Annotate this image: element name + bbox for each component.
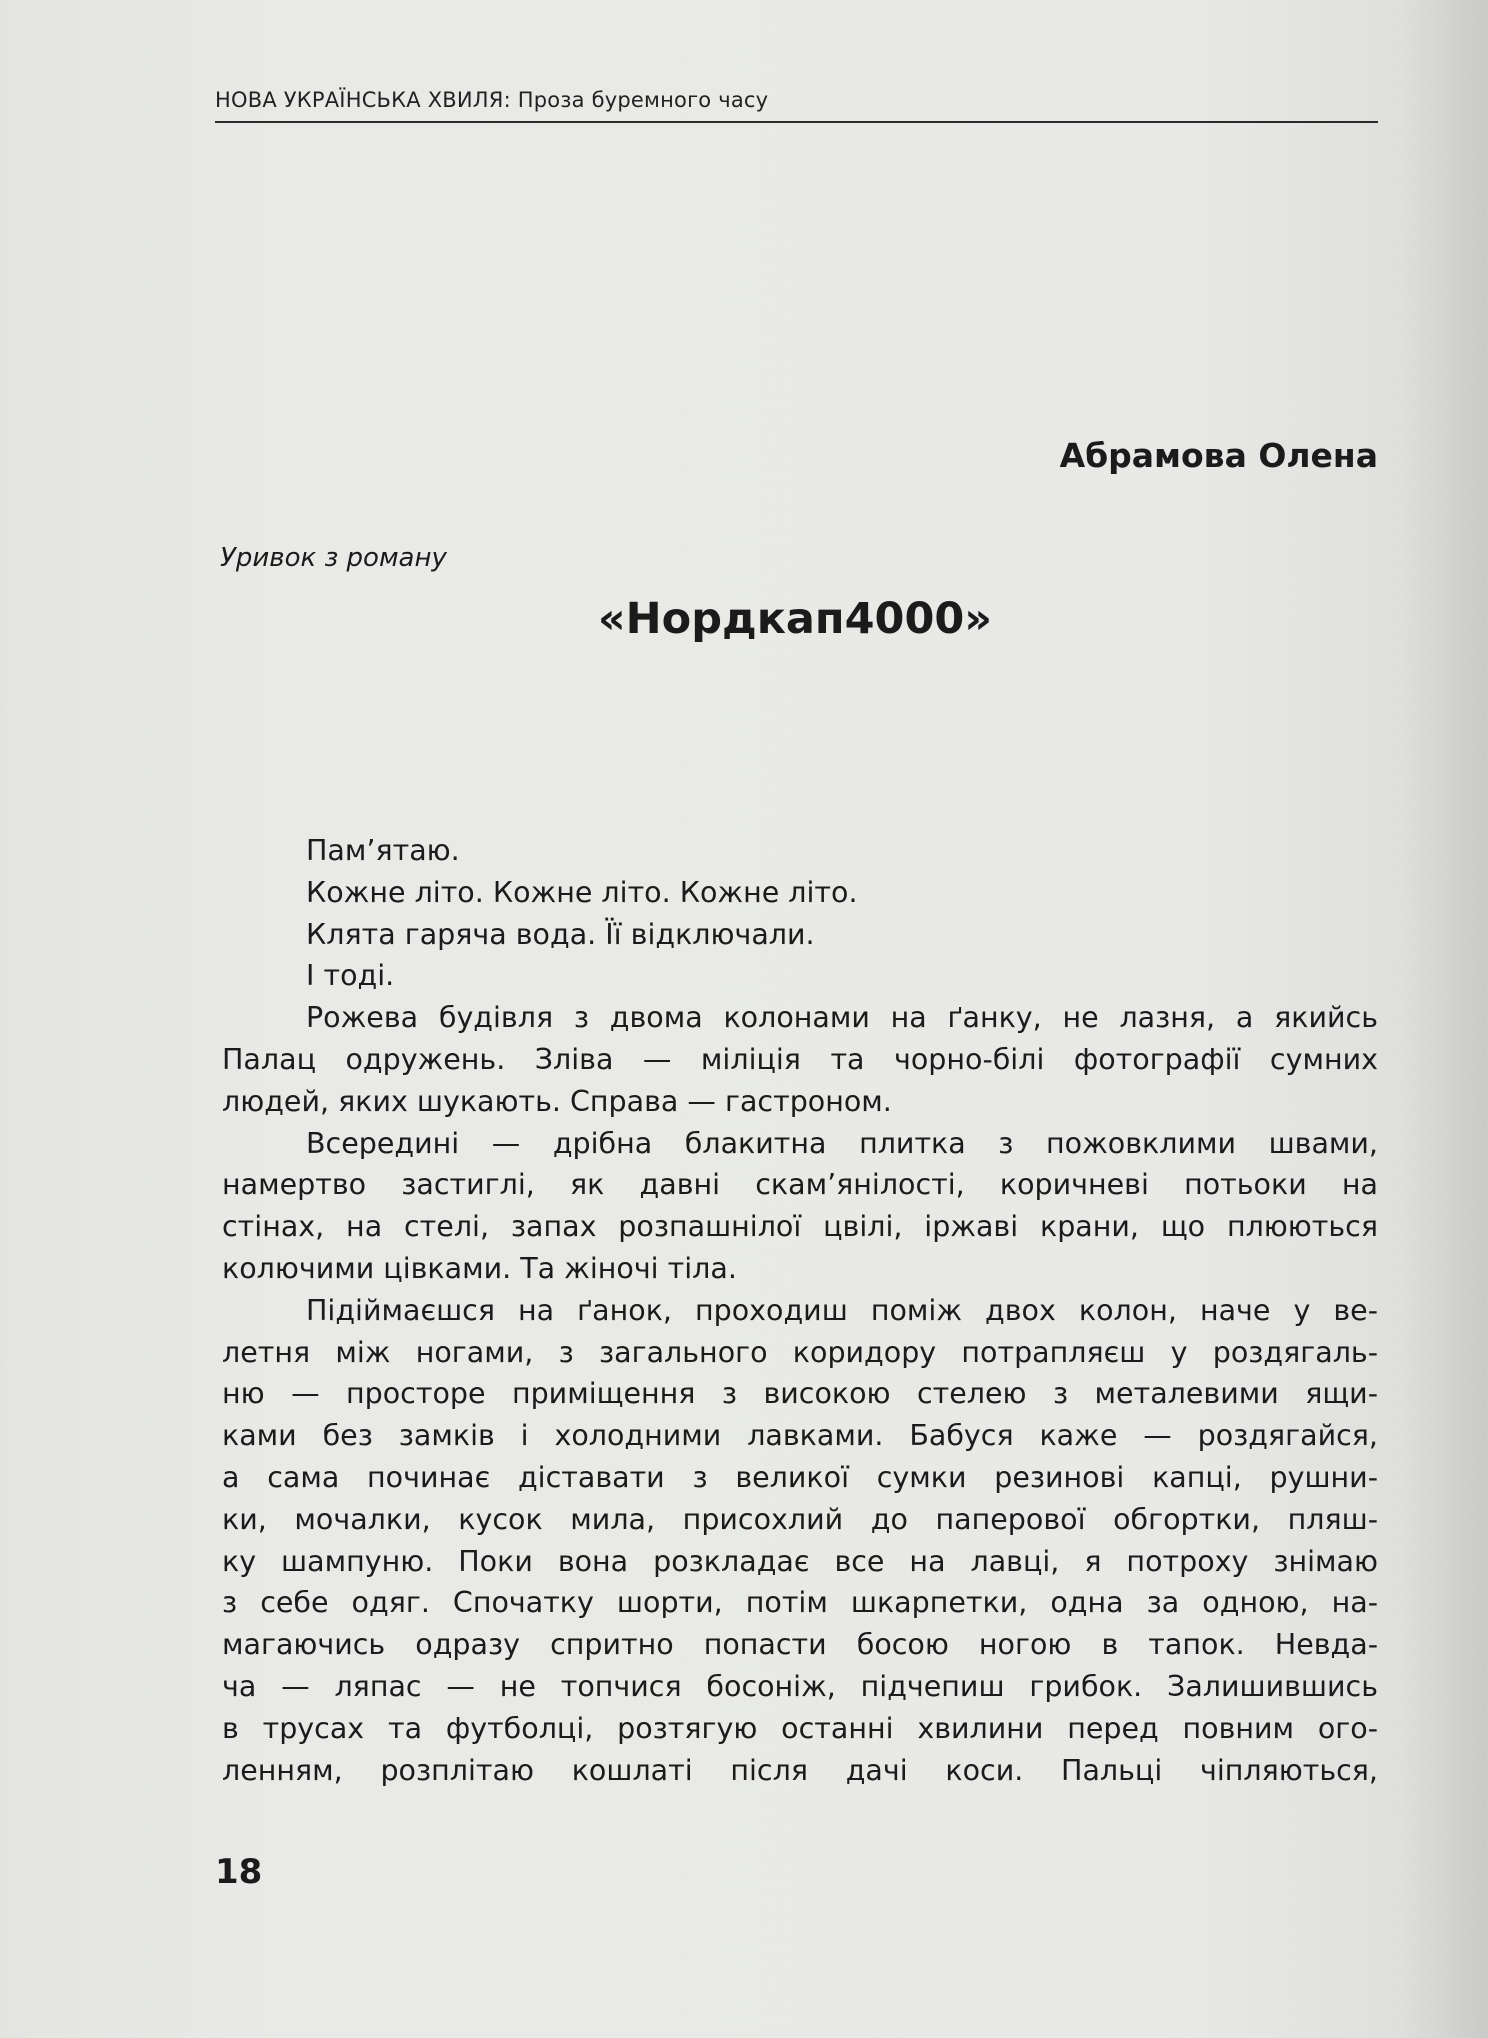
text-line: ку шампуню. Поки вона розкладає все на лавці, я потроху знімаю bbox=[222, 1544, 1378, 1578]
text-line: з себе одяг. Спочатку шорти, потім шкарпетки, одна за одною, на- bbox=[222, 1586, 1378, 1620]
author-name: Абрамова Олена bbox=[1059, 436, 1378, 475]
text-line: І тоді. bbox=[306, 959, 395, 993]
text-line: ки, мочалки, кусок мила, присохлий до паперової обгортки, пляш- bbox=[222, 1502, 1378, 1536]
text-line: намертво застиглі, як давні скам’янілості, коричневі потьоки на bbox=[222, 1168, 1378, 1202]
text-line: Палац одружень. Зліва — міліція та чорно-білі фотографії сумних bbox=[222, 1042, 1378, 1076]
text-line: ками без замків і холодними лавками. Бабуся каже — роздягайся, bbox=[222, 1419, 1378, 1453]
text-line: ленням, розплітаю кошлаті після дачі коси. Пальці чіпляються, bbox=[222, 1753, 1378, 1787]
text-line: Клята гаряча вода. Її відключали. bbox=[306, 917, 815, 951]
excerpt-label: Уривок з роману bbox=[220, 543, 447, 573]
text-line: летня між ногами, з загального коридору потрапляєш у роздягаль- bbox=[222, 1335, 1378, 1369]
work-title: «Нордкап4000» bbox=[597, 594, 993, 644]
text-line: Рожева будівля з двома колонами на ґанку, не лазня, а якийсь bbox=[306, 1001, 1378, 1035]
text-line: ча — ляпас — не топчися босоніж, підчепиш грибок. Залишившись bbox=[222, 1669, 1378, 1703]
header-rule bbox=[215, 121, 1378, 123]
text-line: колючими цівками. Та жіночі тіла. bbox=[222, 1251, 737, 1285]
text-line: стінах, на стелі, запах розпашнілої цвілі, іржаві крани, що плюються bbox=[222, 1210, 1378, 1244]
text-line: магаючись одразу спритно попасти босою ногою в тапок. Невда- bbox=[222, 1628, 1378, 1662]
running-header: НОВА УКРАЇНСЬКА ХВИЛЯ: Проза буремного часу bbox=[215, 88, 769, 112]
text-line: ню — просторе приміщення з високою стелею з металевими ящи- bbox=[222, 1377, 1378, 1411]
body-text bbox=[222, 830, 1378, 1791]
text-line: Пам’ятаю. bbox=[306, 834, 460, 867]
text-line: Кожне літо. Кожне літо. Кожне літо. bbox=[306, 875, 858, 909]
page-number: 18 bbox=[215, 1852, 263, 1892]
text-line: Підіймаєшся на ґанок, проходиш поміж двох колон, наче у ве- bbox=[306, 1293, 1378, 1327]
text-line: Всередині — дрібна блакитна плитка з пожовклими швами, bbox=[306, 1126, 1378, 1160]
text-line: людей, яких шукають. Справа — гастроном. bbox=[222, 1084, 892, 1118]
text-line: а сама починає діставати з великої сумки резинові капці, рушни- bbox=[222, 1460, 1378, 1494]
text-line: в трусах та футболці, розтягую останні хвилини перед повним ого- bbox=[222, 1711, 1378, 1745]
